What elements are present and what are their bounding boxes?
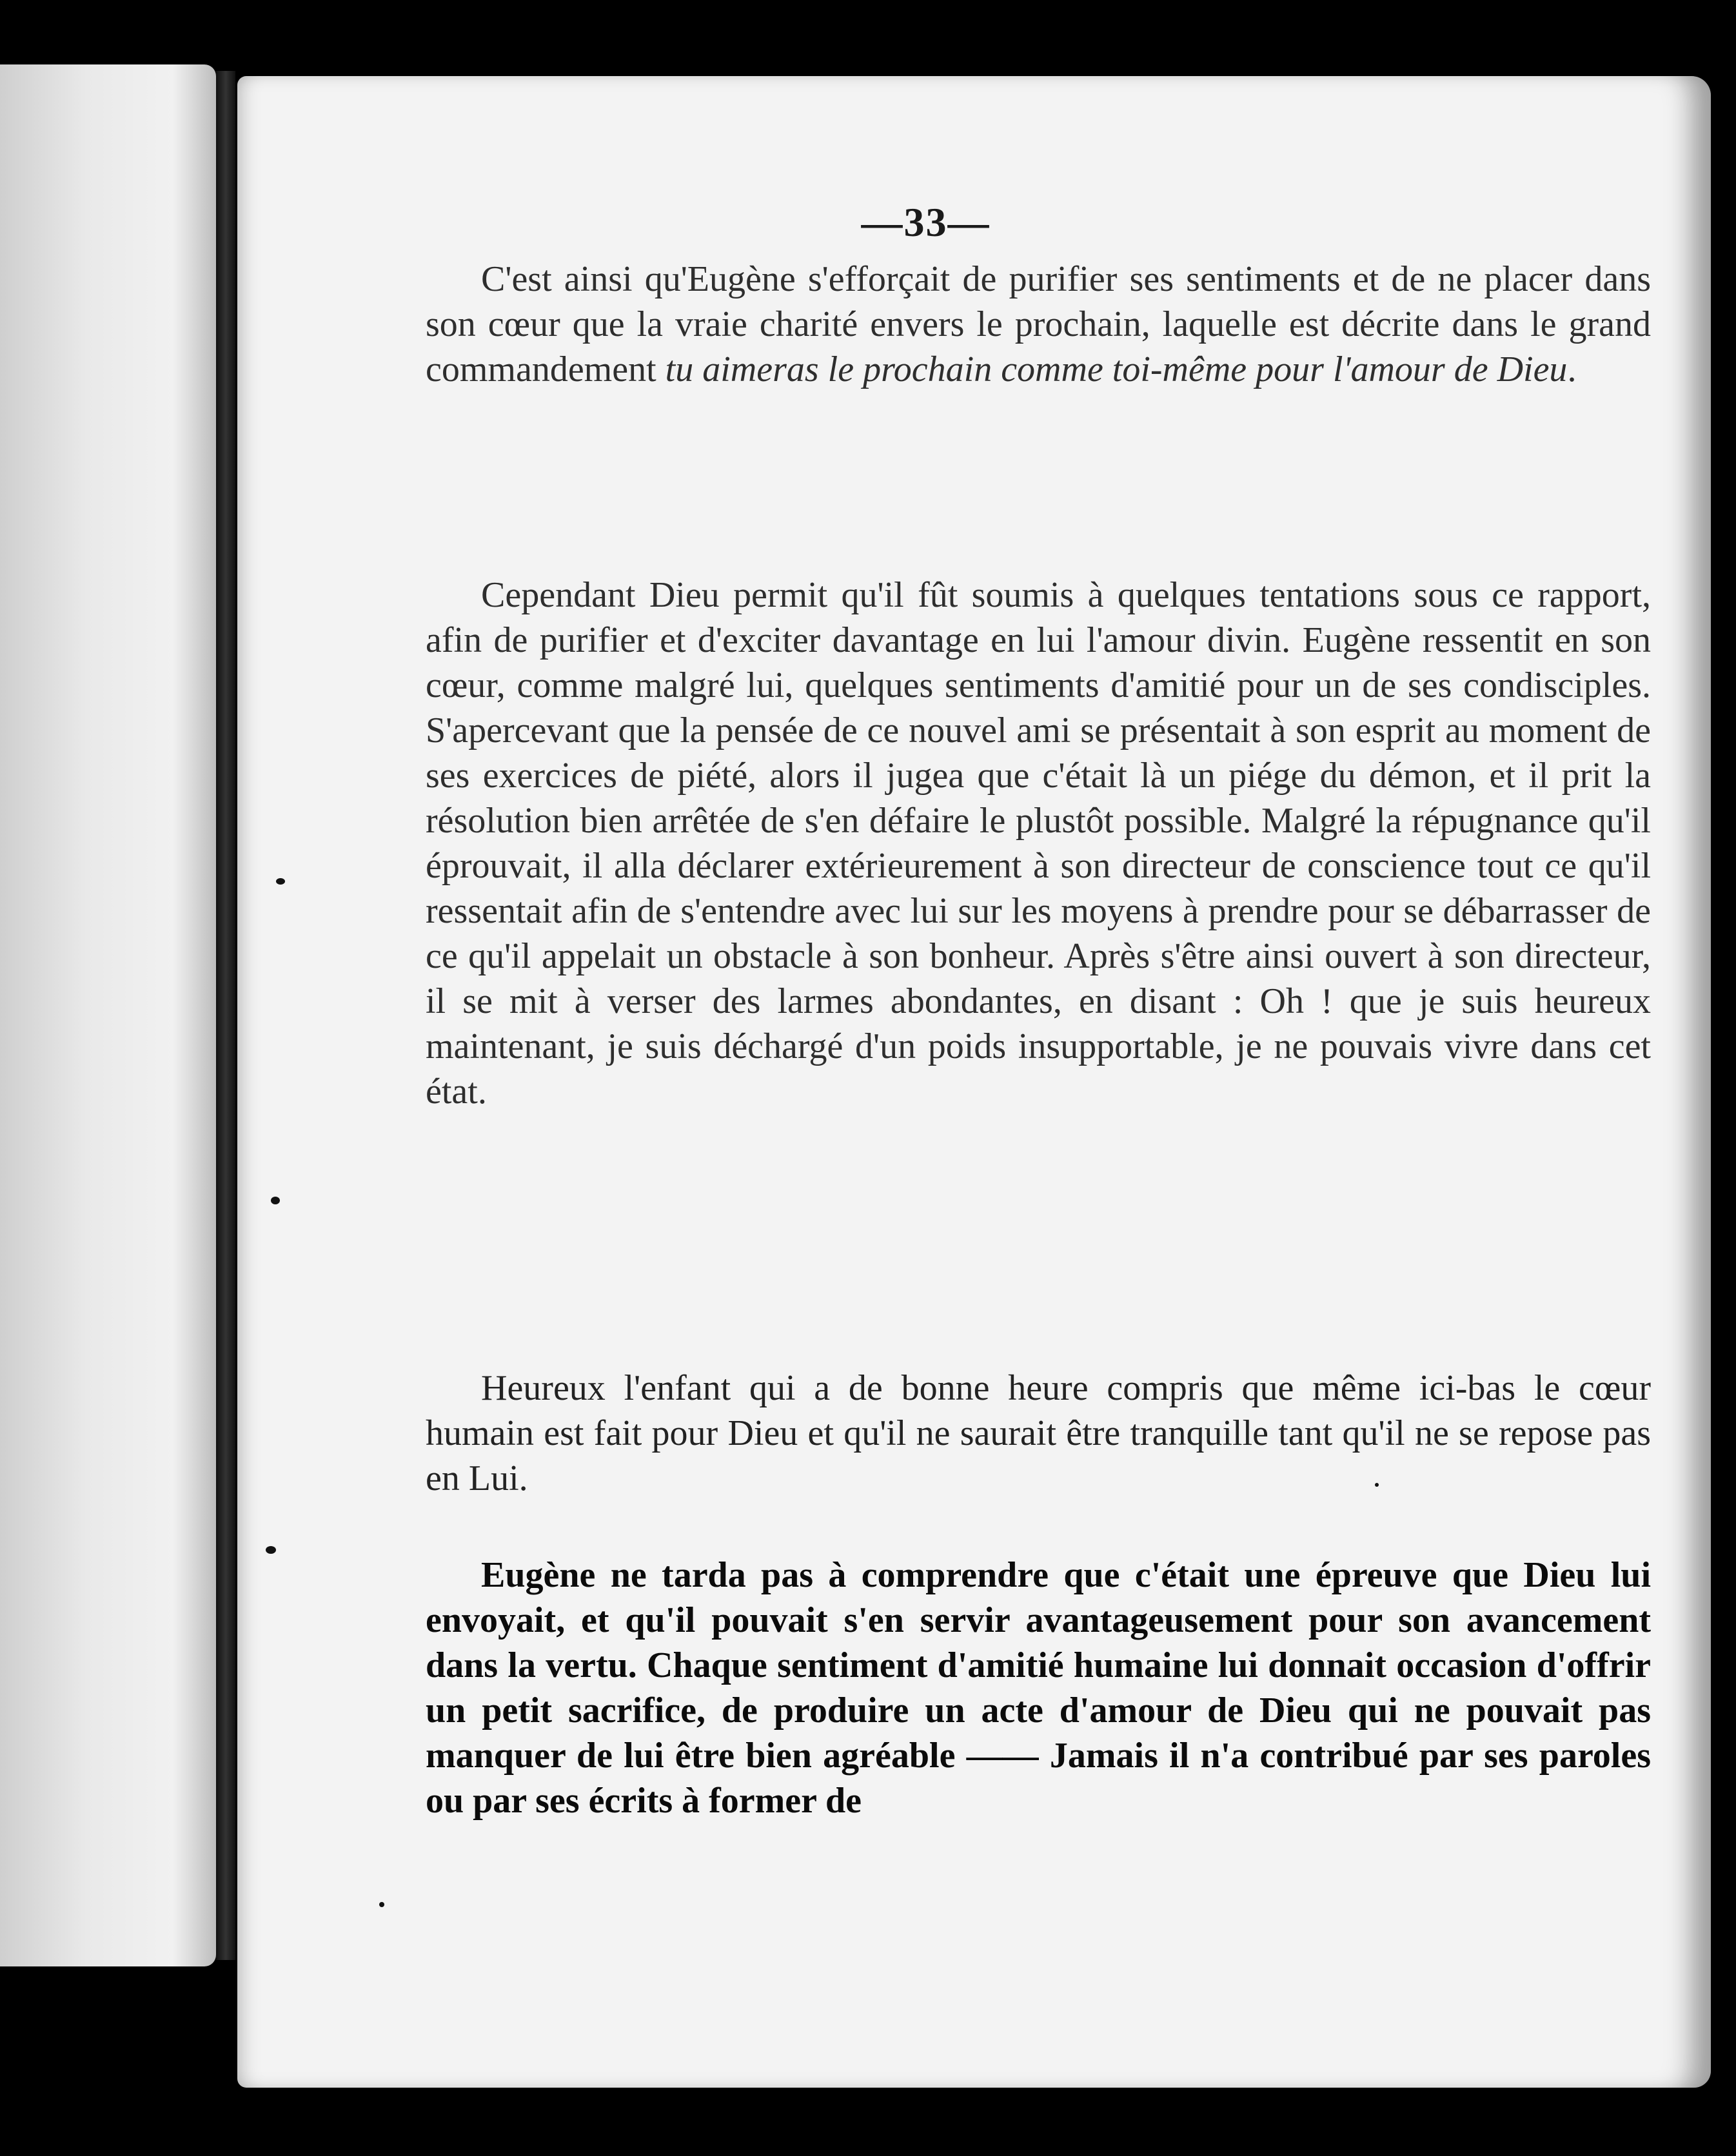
book-gutter [216, 71, 235, 1960]
scan-speck [266, 1546, 276, 1554]
scan-speck [271, 1197, 280, 1204]
paragraph-3-text: Heureux l'enfant qui a de bonne heure compris que même ici-bas le cœur humain est fait pour Dieu et qu'il ne saurait être tranquille tant qu'il ne se repose pas en Lui. [426, 1368, 1651, 1498]
book-page [237, 76, 1711, 2088]
scan-speck [379, 1902, 384, 1907]
page-number: —33— [861, 199, 991, 245]
paragraph-3 [426, 1366, 1651, 1501]
paragraph-1-end: . [1567, 349, 1577, 389]
previous-page-edge [0, 64, 216, 1966]
paragraph-2-text: Cependant Dieu permit qu'il fût soumis à quelques tentations sous ce rapport, afin de purifier et d'exciter davantage en lui l'amour divin. Eugène ressentit en son cœur, comme malgré lui, quelques sentiments d'amitié pour un de ses condisciples. S'apercevant que la pensée de ce nouvel ami se présentait à son esprit au moment de ses exercices de piété, alors il jugea que c'était là un piége du démon, et il prit la résolution bien arrêtée de s'en défaire le plustôt possible. Malgré la répugnance qu'il éprouvait, il alla déclarer extérieurement à son directeur de conscience tout ce qu'il ressentait afin de s'entendre avec lui sur les moyens à prendre pour se débarrasser de ce qu'il appelait un obstacle à son bonheur. Après s'être ainsi ouvert à son directeur, il se mit à verser des larmes abondantes, en disant : Oh ! que je suis heureux maintenant, je suis déchargé d'un poids insupportable, je ne pouvais vivre dans cet état. [426, 575, 1651, 1112]
scan-speck [276, 878, 285, 885]
scan-speck [1375, 1483, 1379, 1487]
paragraph-4-text: Eugène ne tarda pas à comprendre que c'était une épreuve que Dieu lui envoyait, et qu'il pouvait s'en servir avantageusement pour son avancement dans la vertu. Chaque sentiment d'amitié humaine lui donnait occasion d'offrir un petit sacrifice, de produire un acte d'amour de Dieu qui ne pouvait pas manquer de lui être bien agréable —— Jamais il n'a contribué par ses paroles ou par ses écrits à former de [426, 1555, 1651, 1821]
paragraph-2 [426, 573, 1651, 1114]
paragraph-4 [426, 1553, 1651, 1823]
paragraph-1 [426, 257, 1651, 392]
paragraph-1-italic-quote: tu aimeras le prochain comme toi-même pour l'amour de Dieu [665, 349, 1568, 389]
paragraph-1-text: C'est ainsi qu'Eugène s'efforçait de purifier ses sentiments et de ne placer dans son cœur que la vraie charité envers le prochain, laquelle est décrite dans le grand commandement [426, 259, 1651, 389]
